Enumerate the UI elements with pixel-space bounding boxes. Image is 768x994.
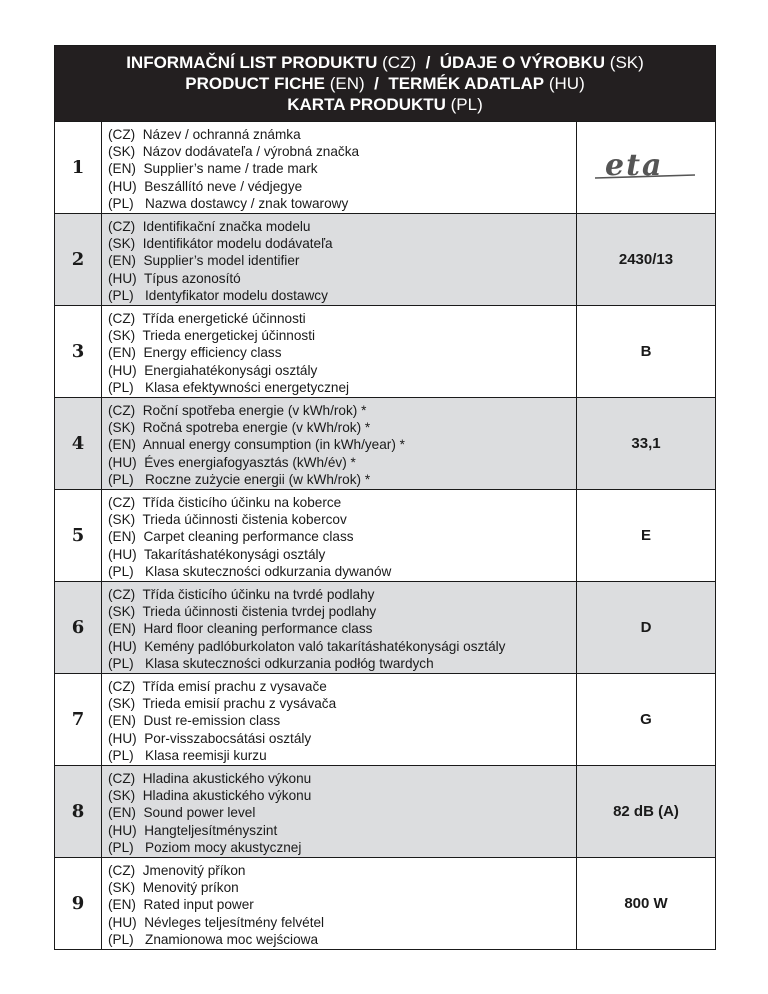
label-line: (PL) Identyfikator modelu dostawcy bbox=[108, 287, 328, 303]
table-row bbox=[55, 489, 715, 581]
row-value: 82 dB (A) bbox=[613, 803, 679, 820]
label-line: (HU) Takarításhatékonysági osztály bbox=[108, 546, 326, 562]
label-line: (HU) Beszállító neve / védjegye bbox=[108, 178, 303, 194]
row-value: B bbox=[640, 343, 652, 360]
label-line: (SK) Trieda emisií prachu z vysávača bbox=[108, 696, 337, 712]
label-line: (EN) Annual energy consumption (in kWh/year) * bbox=[108, 437, 405, 453]
label-line: (SK) Názov dodávateľa / výrobná značka bbox=[108, 144, 360, 160]
label-line: (SK) Menovitý príkon bbox=[108, 880, 239, 896]
label-line: (SK) Trieda energetickej účinnosti bbox=[108, 328, 316, 344]
eta-logo bbox=[577, 122, 715, 213]
row-labels bbox=[102, 214, 577, 305]
row-number: 3 bbox=[55, 306, 102, 397]
label-line: (SK) Trieda účinnosti čistenia tvrdej podlahy bbox=[108, 604, 377, 620]
label-line: (CZ) Název / ochranná známka bbox=[108, 127, 301, 142]
label-line: (HU) Por-visszabocsátási osztály bbox=[108, 730, 312, 746]
label-line: (EN) Rated input power bbox=[108, 897, 254, 913]
label-line: (CZ) Třída emisí prachu z vysavače bbox=[108, 679, 327, 694]
header-line-1: INFORMAČNÍ LIST PRODUKTU (CZ) / ÚDAJE O VÝROBKU (SK) bbox=[126, 53, 644, 72]
table-row bbox=[55, 765, 715, 857]
label-line: (PL) Klasa reemisji kurzu bbox=[108, 747, 267, 763]
eta-logo-icon bbox=[591, 151, 701, 185]
label-line: (CZ) Roční spotřeba energie (v kWh/rok) * bbox=[108, 403, 367, 418]
row-value: D bbox=[640, 619, 652, 636]
label-line: (CZ) Jmenovitý příkon bbox=[108, 863, 246, 878]
table-row bbox=[55, 397, 715, 489]
table-row bbox=[55, 673, 715, 765]
row-labels bbox=[102, 674, 577, 765]
label-line: (PL) Roczne zużycie energii (w kWh/rok) * bbox=[108, 471, 371, 487]
label-line: (PL) Znamionowa moc wejściowa bbox=[108, 931, 319, 947]
label-line: (HU) Energiahatékonysági osztály bbox=[108, 362, 318, 378]
row-number: 5 bbox=[55, 490, 102, 581]
fiche-rows bbox=[55, 121, 715, 949]
product-fiche-table bbox=[54, 45, 716, 950]
label-line: (PL) Klasa skuteczności odkurzania podłóg twardych bbox=[108, 655, 434, 671]
row-number: 9 bbox=[55, 858, 102, 949]
label-line: (EN) Sound power level bbox=[108, 805, 256, 821]
fiche-header bbox=[55, 46, 715, 121]
header-line-2: PRODUCT FICHE (EN) / TERMÉK ADATLAP (HU) bbox=[185, 74, 585, 93]
label-line: (PL) Klasa efektywności energetycznej bbox=[108, 379, 350, 395]
label-line: (HU) Éves energiafogyasztás (kWh/év) * bbox=[108, 454, 356, 470]
label-line: (CZ) Třída energetické účinnosti bbox=[108, 311, 306, 326]
svg-text:eta: eta bbox=[605, 150, 664, 183]
label-line: (PL) Klasa skuteczności odkurzania dywanów bbox=[108, 563, 392, 579]
row-labels bbox=[102, 858, 577, 949]
label-line: (CZ) Identifikační značka modelu bbox=[108, 219, 311, 234]
row-labels bbox=[102, 766, 577, 857]
row-value: 800 W bbox=[624, 895, 668, 912]
label-line: (EN) Supplier’s name / trade mark bbox=[108, 161, 318, 177]
row-labels bbox=[102, 398, 577, 489]
label-line: (HU) Névleges teljesítmény felvétel bbox=[108, 914, 325, 930]
row-labels bbox=[102, 122, 577, 213]
label-line: (CZ) Hladina akustického výkonu bbox=[108, 771, 312, 786]
table-row bbox=[55, 121, 715, 213]
row-number: 1 bbox=[55, 122, 102, 213]
label-line: (SK) Ročná spotreba energie (v kWh/rok) * bbox=[108, 420, 371, 436]
label-line: (HU) Hangteljesítményszint bbox=[108, 822, 278, 838]
row-value: E bbox=[640, 527, 651, 544]
label-line: (SK) Hladina akustického výkonu bbox=[108, 788, 312, 804]
label-line: (EN) Carpet cleaning performance class bbox=[108, 529, 354, 545]
row-labels bbox=[102, 582, 577, 673]
row-number: 8 bbox=[55, 766, 102, 857]
row-number: 6 bbox=[55, 582, 102, 673]
table-row bbox=[55, 213, 715, 305]
table-row bbox=[55, 581, 715, 673]
header-line-3: KARTA PRODUKTU (PL) bbox=[287, 95, 483, 114]
label-line: (EN) Dust re-emission class bbox=[108, 713, 281, 729]
table-row bbox=[55, 857, 715, 949]
row-labels bbox=[102, 490, 577, 581]
row-number: 2 bbox=[55, 214, 102, 305]
table-row bbox=[55, 305, 715, 397]
row-labels bbox=[102, 306, 577, 397]
row-value: 33,1 bbox=[631, 435, 661, 452]
label-line: (CZ) Třída čisticího účinku na koberce bbox=[108, 495, 342, 510]
label-line: (EN) Supplier’s model identifier bbox=[108, 253, 300, 269]
label-line: (CZ) Třída čisticího účinku na tvrdé podlahy bbox=[108, 587, 375, 602]
label-line: (SK) Identifikátor modelu dodávateľa bbox=[108, 236, 333, 252]
label-line: (SK) Trieda účinnosti čistenia kobercov bbox=[108, 512, 347, 528]
row-number: 7 bbox=[55, 674, 102, 765]
label-line: (EN) Energy efficiency class bbox=[108, 345, 282, 361]
label-line: (HU) Kemény padlóburkolaton való takarításhatékonysági osztály bbox=[108, 638, 506, 654]
row-number: 4 bbox=[55, 398, 102, 489]
label-line: (PL) Nazwa dostawcy / znak towarowy bbox=[108, 195, 349, 211]
label-line: (HU) Típus azonosító bbox=[108, 270, 241, 286]
row-value: 2430/13 bbox=[618, 251, 674, 268]
label-line: (EN) Hard floor cleaning performance class bbox=[108, 621, 373, 637]
row-value: G bbox=[640, 711, 652, 728]
label-line: (PL) Poziom mocy akustycznej bbox=[108, 839, 302, 855]
